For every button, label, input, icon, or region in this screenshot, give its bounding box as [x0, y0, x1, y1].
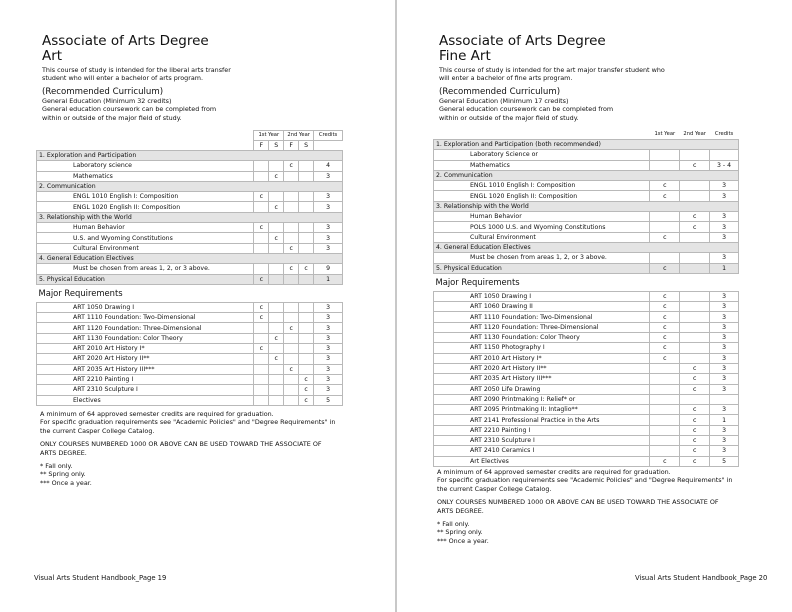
credits-cell: 3: [314, 202, 343, 212]
page-footer: Visual Arts Student Handbook_Page 20: [635, 574, 768, 582]
footnote: *** Once a year.: [437, 536, 489, 545]
semester-cell: c: [650, 353, 680, 363]
semester-cell: c: [650, 291, 680, 301]
section-header: 1. Exploration and Participation (both recommended): [434, 140, 739, 150]
credits-cell: 3: [710, 302, 739, 312]
semester-cell: [299, 233, 314, 243]
footnote: ** Spring only.: [437, 528, 483, 537]
semester-cell: c: [650, 312, 680, 322]
course-row: ART 2050 Life Drawing c 3: [434, 384, 739, 394]
course-row: ART 2090 Printmaking I: Relief* or: [434, 394, 739, 404]
semester-cell: c: [284, 264, 299, 274]
credits-cell: 3: [710, 291, 739, 301]
semester-cell: [254, 243, 269, 253]
page-20: [397, 0, 792, 612]
semester-cell: [254, 395, 269, 405]
course-row: Human Behavior c 3: [37, 223, 343, 233]
year1-header: 1st Year: [254, 131, 284, 141]
section-header: 4. General Education Electives: [434, 242, 739, 252]
credits-cell: 3: [314, 313, 343, 323]
semester-cell: c: [650, 181, 680, 191]
section-header: 4. General Education Electives: [37, 253, 343, 263]
section-header: 1. Exploration and Participation: [37, 151, 343, 161]
semester-cell: c: [650, 232, 680, 242]
semester-cell: [680, 232, 710, 242]
semester-cell: c: [680, 160, 710, 170]
semester-cell: c: [299, 395, 314, 405]
section-header: 5. Physical Education c 1: [434, 263, 739, 273]
semester-cell: c: [680, 374, 710, 384]
credits-cell: 3: [314, 233, 343, 243]
credits-cell: 3: [710, 353, 739, 363]
credits-cell: 1: [314, 274, 343, 284]
credits-cell: 3: [314, 344, 343, 354]
page-title: Associate of Arts Degree Art: [42, 33, 209, 64]
footnote: * Fall only.: [437, 520, 470, 529]
semester-cell: [269, 192, 284, 202]
course-row: ART 2010 Art History I* c 3: [434, 353, 739, 363]
semester-cell: c: [269, 333, 284, 343]
credits-cell: 3: [710, 232, 739, 242]
footnote: * Fall only.: [40, 462, 73, 471]
credits-cell: 3: [710, 425, 739, 435]
semester-cell: [680, 181, 710, 191]
course-row: ART 1050 Drawing I c 3: [37, 302, 343, 312]
semester-cell: [650, 160, 680, 170]
credits-cell: 3 - 4: [710, 160, 739, 170]
semester-cell: [680, 343, 710, 353]
semester-cell: c: [680, 415, 710, 425]
semester-cell: c: [254, 313, 269, 323]
page-19: [0, 0, 395, 612]
semester-cell: c: [680, 212, 710, 222]
semester-cell: [299, 333, 314, 343]
year1-header: 1st Year: [654, 131, 676, 137]
semester-cell: c: [299, 264, 314, 274]
semester-cell: c: [650, 191, 680, 201]
semester-cell: [299, 364, 314, 374]
semester-cell: [269, 323, 284, 333]
course-row: ART 1120 Foundation: Three-Dimensional c 3: [434, 322, 739, 332]
semester-cell: [680, 291, 710, 301]
section-header: 2. Communication: [434, 170, 739, 180]
footnote: ** Spring only.: [40, 470, 86, 479]
credits-cell: 3: [314, 171, 343, 181]
course-row: Art Electives c c 5: [434, 456, 739, 466]
intro-text: This course of study is intended for the art major transfer student who will enter a bachelor of fine arts program. (Recommended Curriculum) General Education (Minimum 17 credits) General education coursework can be completed from within or outside of the major field of study.: [439, 66, 665, 122]
semester-cell: [284, 344, 299, 354]
credits-cell: 3: [710, 343, 739, 353]
semester-cell: c: [650, 333, 680, 343]
course-row: U.S. and Wyoming Constitutions c 3: [37, 233, 343, 243]
course-row: Mathematics c 3 - 4: [434, 160, 739, 170]
course-row: ENGL 1020 English II: Composition c 3: [37, 202, 343, 212]
course-row: POLS 1000 U.S. and Wyoming Constitutions c 3: [434, 222, 739, 232]
semester-cell: c: [680, 363, 710, 373]
semester-cell: [650, 384, 680, 394]
semester-cell: [284, 192, 299, 202]
semester-cell: c: [680, 384, 710, 394]
semester-cell: [284, 385, 299, 395]
semester-cell: c: [680, 425, 710, 435]
course-row: ART 1110 Foundation: Two-Dimensional c 3: [37, 313, 343, 323]
year2-header: 2nd Year: [683, 131, 706, 137]
semester-cell: [680, 150, 710, 160]
credits-cell: 3: [710, 374, 739, 384]
course-row: ART 2141 Professional Practice in the Arts c 1: [434, 415, 739, 425]
semester-cell: [269, 223, 284, 233]
spring-header: S: [299, 141, 314, 151]
course-row: ART 1120 Foundation: Three-Dimensional c 3: [37, 323, 343, 333]
course-row: ART 1130 Foundation: Color Theory c 3: [37, 333, 343, 343]
semester-cell: [299, 243, 314, 253]
credits-cell: 3: [314, 243, 343, 253]
semester-cell: [680, 302, 710, 312]
semester-cell: [254, 264, 269, 274]
course-row: Cultural Environment c 3: [434, 232, 739, 242]
course-row: Cultural Environment c 3: [37, 243, 343, 253]
semester-cell: [254, 385, 269, 395]
semester-cell: [650, 363, 680, 373]
credits-cell: 3: [710, 436, 739, 446]
credits-cell: 1: [710, 415, 739, 425]
semester-cell: [284, 233, 299, 243]
course-row: ART 2410 Ceramics I c 3: [434, 446, 739, 456]
credits-cell: 5: [314, 395, 343, 405]
credits-cell: 3: [314, 333, 343, 343]
semester-cell: [254, 323, 269, 333]
credits-cell: 3: [710, 333, 739, 343]
semester-cell: c: [284, 364, 299, 374]
semester-cell: [254, 364, 269, 374]
semester-cell: [284, 333, 299, 343]
semester-cell: [284, 274, 299, 284]
section-header: 3. Relationship with the World: [434, 201, 739, 211]
semester-cell: [299, 223, 314, 233]
major-requirements-heading: Major Requirements: [38, 287, 123, 298]
course-row: ART 2035 Art History III*** c 3: [37, 364, 343, 374]
semester-cell: c: [284, 243, 299, 253]
semester-cell: [269, 243, 284, 253]
semester-cell: c: [254, 344, 269, 354]
course-row: ART 1110 Foundation: Two-Dimensional c 3: [434, 312, 739, 322]
semester-cell: c: [284, 161, 299, 171]
page-footer: Visual Arts Student Handbook_Page 19: [34, 574, 167, 582]
semester-cell: c: [254, 274, 269, 284]
course-row: ART 2035 Art History III*** c 3: [434, 374, 739, 384]
credits-cell: 3: [710, 312, 739, 322]
semester-cell: c: [269, 233, 284, 243]
semester-cell: c: [650, 456, 680, 466]
semester-cell: [284, 313, 299, 323]
course-row: ART 1060 Drawing II c 3: [434, 302, 739, 312]
semester-cell: [269, 385, 284, 395]
credits-cell: 3: [314, 192, 343, 202]
credits-cell: 3: [314, 323, 343, 333]
semester-cell: [650, 405, 680, 415]
credits-cell: 3: [710, 363, 739, 373]
semester-cell: [299, 274, 314, 284]
semester-cell: [680, 353, 710, 363]
credits-cell: 3: [710, 405, 739, 415]
credits-cell: 9: [314, 264, 343, 274]
curriculum-table: [36, 130, 343, 406]
semester-cell: c: [650, 343, 680, 353]
semester-cell: [254, 202, 269, 212]
course-row: Mathematics c 3: [37, 171, 343, 181]
semester-cell: [680, 333, 710, 343]
semester-cell: [269, 344, 284, 354]
semester-cell: c: [299, 385, 314, 395]
course-row: ART 1130 Foundation: Color Theory c 3: [434, 333, 739, 343]
credits-cell: 5: [710, 456, 739, 466]
semester-cell: [299, 192, 314, 202]
semester-cell: c: [680, 405, 710, 415]
page-title: Associate of Arts Degree Fine Art: [439, 33, 606, 64]
semester-cell: [650, 394, 680, 404]
semester-cell: c: [650, 302, 680, 312]
credits-cell: 4: [314, 161, 343, 171]
course-row: Must be chosen from areas 1, 2, or 3 above. 3: [434, 253, 739, 263]
semester-cell: c: [254, 302, 269, 312]
semester-cell: [269, 274, 284, 284]
semester-cell: [299, 302, 314, 312]
course-row: ART 2020 Art History II** c 3: [434, 363, 739, 373]
major-requirements-heading: Major Requirements: [435, 276, 520, 287]
semester-cell: c: [680, 436, 710, 446]
credits-cell: 3: [710, 191, 739, 201]
credits-cell: 3: [314, 302, 343, 312]
course-row: ART 2010 Art History I* c 3: [37, 344, 343, 354]
semester-cell: [269, 302, 284, 312]
semester-cell: c: [254, 192, 269, 202]
semester-cell: [269, 395, 284, 405]
semester-cell: [650, 436, 680, 446]
semester-cell: [650, 425, 680, 435]
semester-cell: [284, 302, 299, 312]
semester-cell: [269, 364, 284, 374]
section-header: 2. Communication: [37, 181, 343, 191]
semester-cell: [299, 202, 314, 212]
graduation-notes: A minimum of 64 approved semester credits are required for graduation. For specific graduation requirements see "Academic Policies" and "Degree Requirements" in the current Casper College Catalog. ONLY COURSES NUMBERED 1000 OR ABOVE CAN BE USED TOWARD THE ASSOCIATE OF ARTS DEGREE. * Fall only. ** Spring only. *** Once a year.: [437, 468, 733, 545]
semester-cell: [284, 374, 299, 384]
semester-cell: [299, 323, 314, 333]
semester-cell: [284, 223, 299, 233]
course-row: Must be chosen from areas 1, 2, or 3 above. c c 9: [37, 264, 343, 274]
semester-cell: [650, 253, 680, 263]
semester-cell: [254, 333, 269, 343]
semester-cell: [650, 222, 680, 232]
section-header: 5. Physical Education c 1: [37, 274, 343, 284]
year2-header: 2nd Year: [284, 131, 314, 141]
semester-cell: [254, 161, 269, 171]
credits-cell: 3: [314, 385, 343, 395]
semester-cell: [650, 446, 680, 456]
semester-cell: [650, 415, 680, 425]
semester-cell: [680, 253, 710, 263]
semester-cell: [284, 395, 299, 405]
semester-cell: c: [284, 323, 299, 333]
course-row: ART 2095 Printmaking II: Intaglio** c 3: [434, 405, 739, 415]
credits-cell: 3: [710, 322, 739, 332]
semester-cell: [680, 191, 710, 201]
semester-cell: [650, 212, 680, 222]
graduation-notes: A minimum of 64 approved semester credits are required for graduation. For specific graduation requirements see "Academic Policies" and "Degree Requirements" in the current Casper College Catalog. ONLY COURSES NUMBERED 1000 OR ABOVE CAN BE USED TOWARD THE ASSOCIATE OF ARTS DEGREE. * Fall only. ** Spring only. *** Once a year.: [40, 410, 336, 487]
semester-cell: [254, 354, 269, 364]
credits-cell: 3: [314, 223, 343, 233]
semester-cell: [284, 354, 299, 364]
curriculum-table: [433, 130, 739, 467]
credits-cell: 3: [314, 364, 343, 374]
credits-header: Credits: [714, 131, 734, 137]
course-row: Electives c 5: [37, 395, 343, 405]
semester-cell: [269, 313, 284, 323]
semester-cell: [299, 161, 314, 171]
semester-cell: c: [680, 446, 710, 456]
semester-cell: [299, 354, 314, 364]
credits-cell: 3: [710, 212, 739, 222]
semester-cell: [284, 171, 299, 181]
semester-cell: c: [650, 263, 680, 273]
credits-cell: 3: [710, 181, 739, 191]
course-row: ART 2210 Painting I c 3: [37, 374, 343, 384]
semester-cell: [254, 171, 269, 181]
semester-cell: [650, 374, 680, 384]
semester-cell: [269, 264, 284, 274]
course-row: ART 1050 Drawing I c 3: [434, 291, 739, 301]
course-row: ENGL 1010 English I: Composition c 3: [434, 181, 739, 191]
semester-cell: [680, 394, 710, 404]
footnote: *** Once a year.: [40, 478, 92, 487]
semester-cell: c: [680, 456, 710, 466]
credits-cell: 1: [710, 263, 739, 273]
course-row: ART 2210 Painting I c 3: [434, 425, 739, 435]
semester-cell: [680, 263, 710, 273]
semester-cell: [254, 233, 269, 243]
credits-cell: 3: [314, 374, 343, 384]
semester-cell: [299, 171, 314, 181]
course-row: ART 2310 Sculpture I c 3: [434, 436, 739, 446]
course-row: ART 1150 Photography I c 3: [434, 343, 739, 353]
semester-cell: c: [269, 202, 284, 212]
course-row: Laboratory science c 4: [37, 161, 343, 171]
credits-header: Credits: [314, 131, 343, 141]
intro-text: This course of study is intended for the liberal arts transfer student who will enter a bachelor of arts program. (Recommended Curriculum) General Education (Minimum 32 credits) General education coursework can be completed from within or outside of the major field of study.: [42, 66, 231, 122]
semester-cell: [680, 312, 710, 322]
course-row: ART 2020 Art History II** c 3: [37, 354, 343, 364]
course-row: ART 2310 Sculpture I c 3: [37, 385, 343, 395]
credits-cell: 3: [314, 354, 343, 364]
spring-header: S: [269, 141, 284, 151]
course-row: Laboratory Science or: [434, 150, 739, 160]
section-header: 3. Relationship with the World: [37, 212, 343, 222]
semester-cell: c: [254, 223, 269, 233]
semester-cell: c: [680, 222, 710, 232]
credits-cell: 3: [710, 222, 739, 232]
semester-cell: [650, 150, 680, 160]
semester-cell: c: [269, 171, 284, 181]
credits-cell: 3: [710, 384, 739, 394]
fall-header: F: [284, 141, 299, 151]
semester-cell: [269, 374, 284, 384]
semester-cell: [269, 161, 284, 171]
course-row: ENGL 1020 English II: Composition c 3: [434, 191, 739, 201]
credits-cell: [710, 150, 739, 160]
credits-cell: 3: [710, 253, 739, 263]
semester-cell: [299, 344, 314, 354]
course-row: ENGL 1010 English I: Composition c 3: [37, 192, 343, 202]
course-row: Human Behavior c 3: [434, 212, 739, 222]
semester-cell: [680, 322, 710, 332]
semester-cell: [254, 374, 269, 384]
credits-cell: [710, 394, 739, 404]
semester-cell: [284, 202, 299, 212]
credits-cell: 3: [710, 446, 739, 456]
semester-cell: c: [650, 322, 680, 332]
semester-cell: c: [299, 374, 314, 384]
semester-cell: [299, 313, 314, 323]
semester-cell: c: [269, 354, 284, 364]
fall-header: F: [254, 141, 269, 151]
